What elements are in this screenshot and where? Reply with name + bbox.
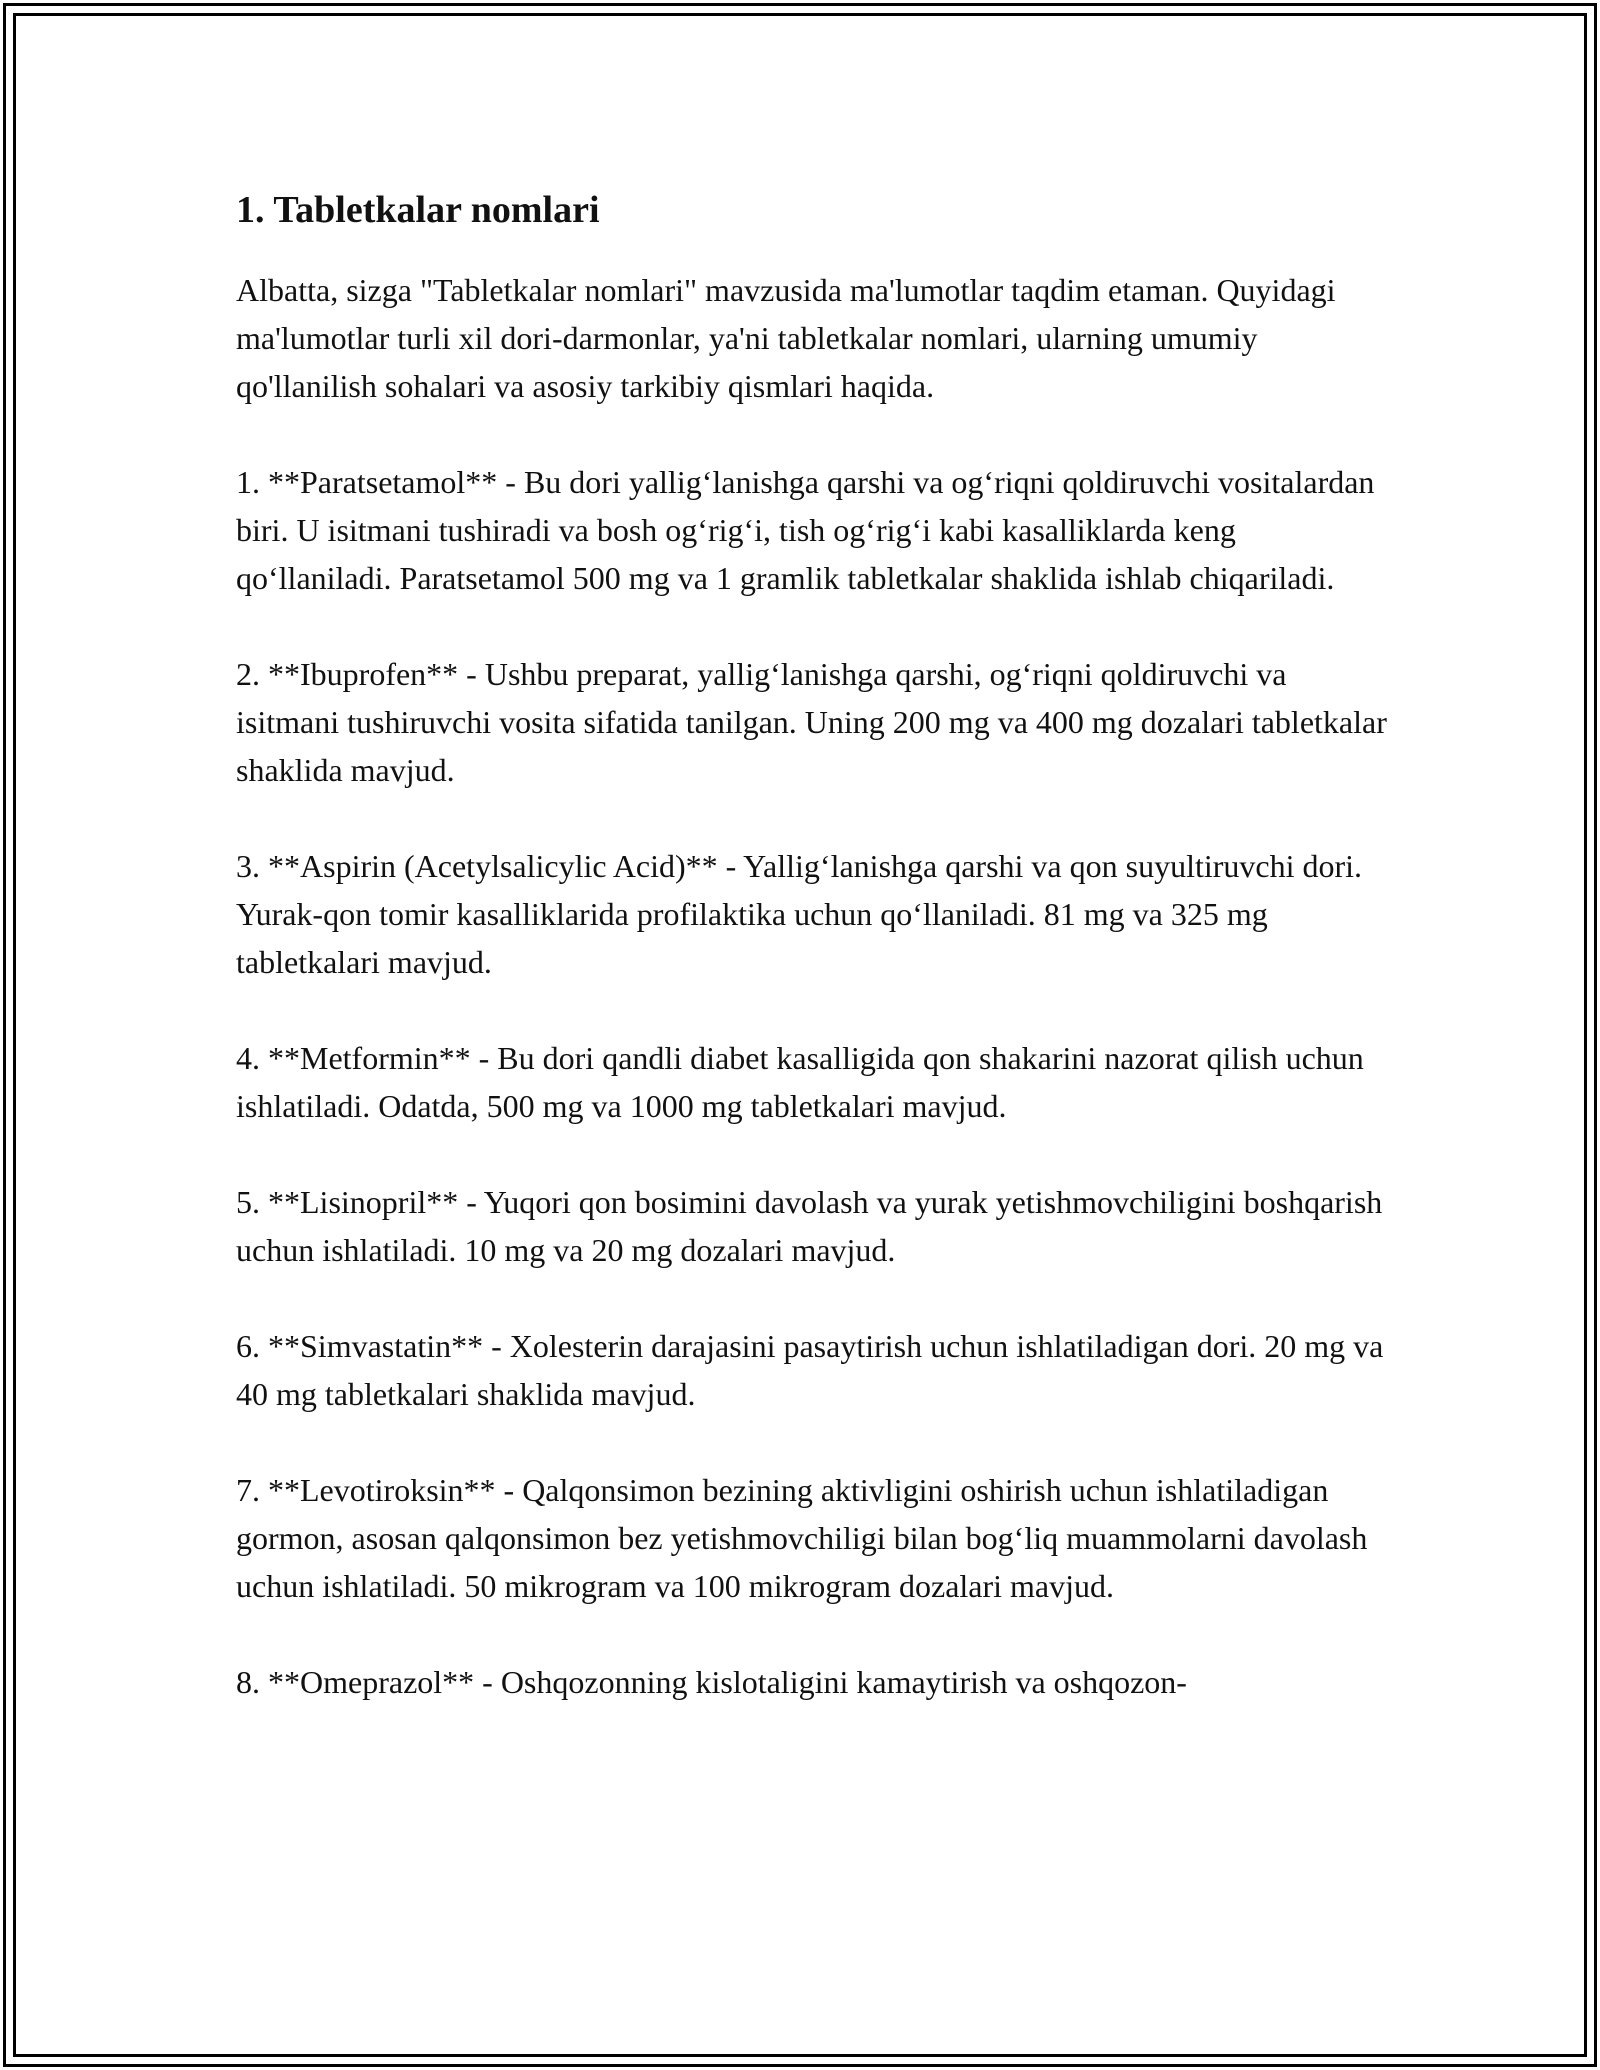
list-item-aspirin: 3. **Aspirin (Acetylsalicylic Acid)** - Yallig‘lanishga qarshi va qon suyultiruvchi dori. Yurak-qon tomir kasalliklarida profilaktika uchun qo‘llaniladi. 81 mg va 325 mg tabletkalari mavjud.	[236, 848, 1363, 980]
list-item-lisinopril: 5. **Lisinopril** - Yuqori qon bosimini davolash va yurak yetishmovchiligini boshqarish uchun ishlatiladi. 10 mg va 20 mg dozalari mavjud.	[236, 1184, 1383, 1268]
list-item-omeprazol: 8. **Omeprazol** - Oshqozonning kislotaligini kamaytirish va oshqozon-	[236, 1664, 1187, 1700]
intro-paragraph: Albatta, sizga "Tabletkalar nomlari" mavzusida ma'lumotlar taqdim etaman. Quyidagi ma'lumotlar turli xil dori-darmonlar, ya'ni tabletkalar nomlari, ularning umumiy qo'llanilish sohalari va asosiy tarkibiy qismlari haqida.	[236, 272, 1336, 404]
list-item-ibuprofen: 2. **Ibuprofen** - Ushbu preparat, yallig‘lanishga qarshi, og‘riqni qoldiruvchi va isitmani tushiruvchi vosita sifatida tanilgan. Uning 200 mg va 400 mg dozalari tabletkalar shaklida mavjud.	[236, 656, 1387, 788]
list-item-simvastatin: 6. **Simvastatin** - Xolesterin darajasini pasaytirish uchun ishlatiladigan dori. 20 mg va 40 mg tabletkalari shaklida mavjud.	[236, 1328, 1384, 1412]
document-body	[236, 184, 1396, 1706]
list-item-metformin: 4. **Metformin** - Bu dori qandli diabet kasalligida qon shakarini nazorat qilish uchun ishlatiladi. Odatda, 500 mg va 1000 mg tabletkalari mavjud.	[236, 1040, 1364, 1124]
document-title: 1. Tabletkalar nomlari	[236, 189, 600, 231]
list-item-levotiroksin: 7. **Levotiroksin** - Qalqonsimon bezining aktivligini oshirish uchun ishlatiladigan gormon, asosan qalqonsimon bez yetishmovchiligi bilan bog‘liq muammolarni davolash uchun ishlatiladi. 50 mikrogram va 100 mikrogram dozalari mavjud.	[236, 1472, 1368, 1604]
list-item-paratsetamol: 1. **Paratsetamol** - Bu dori yallig‘lanishga qarshi va og‘riqni qoldiruvchi vositalardan biri. U isitmani tushiradi va bosh og‘rig‘i, tish og‘rig‘i kabi kasalliklarda keng qo‘llaniladi. Paratsetamol 500 mg va 1 gramlik tabletkalar shaklida ishlab chiqariladi.	[236, 464, 1375, 596]
